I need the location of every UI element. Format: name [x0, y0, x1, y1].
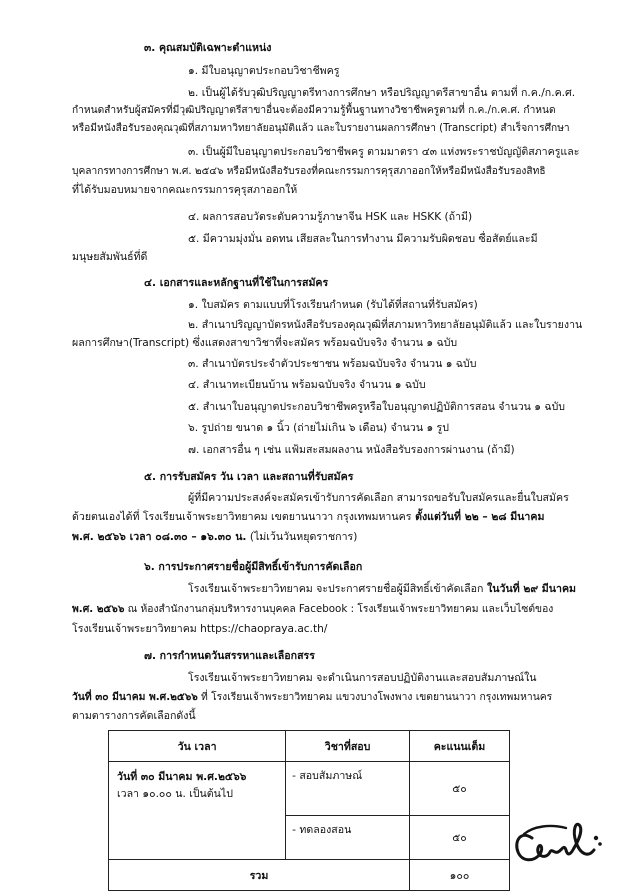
s3-item-4: ๔. ผลการสอบวัดระดับความรู้ภาษาจีน HSK และ HSKK (ถ้ามี): [188, 211, 473, 223]
s7-para-3: ตามตารางการคัดเลือกดังนี้: [72, 710, 196, 722]
s7-para-1: โรงเรียนเจ้าพระยาวิทยาคม จะดำเนินการสอบปฏิบัติงานและสอบสัมภาษณ์ใน: [188, 672, 537, 684]
s7-para-2-text: ที่ โรงเรียนเจ้าพระยาวิทยาคม แขวงบางโพงพาง เขตยานนาวา กรุงเทพมหานคร: [197, 691, 553, 703]
s6-para-1: [188, 582, 576, 596]
section-4-heading: ๔. เอกสารและหลักฐานที่ใช้ในการสมัคร: [144, 277, 329, 289]
score-cell-2: ๕๐: [410, 816, 510, 860]
s5-para-2-text: ด้วยตนเองได้ที่ โรงเรียนเจ้าพระยาวิทยาคม เขตยานนาวา กรุงเทพมหานคร: [72, 511, 412, 523]
section-6-heading: ๖. การประกาศรายชื่อผู้มีสิทธิ์เข้ารับการคัดเลือก: [144, 561, 363, 573]
s5-para-2: [72, 510, 544, 524]
total-label-cell: รวม: [109, 860, 410, 891]
s5-para-1: ผู้ที่มีความประสงค์จะสมัครเข้ารับการคัดเลือก สามารถขอรับใบสมัครและยื่นใบสมัคร: [188, 492, 569, 504]
s7-para-2: [72, 690, 552, 704]
s4-item-5: ๕. สำเนาใบอนุญาตประกอบวิชาชีพครูหรือใบอนุญาตปฏิบัติการสอน จำนวน ๑ ฉบับ: [188, 401, 566, 413]
table-total-row: [109, 860, 510, 891]
s7-date: วันที่ ๓๐ มีนาคม พ.ศ.๒๕๖๖: [72, 691, 198, 703]
s5-date-range: ตั้งแต่วันที่ ๒๒ – ๒๘ มีนาคม: [411, 511, 545, 523]
s6-year: พ.ศ. ๒๕๖๖: [72, 603, 125, 615]
s3-item-2b: กำหนดสำหรับผู้สมัครที่มีวุฒิปริญญาตรีสาขาอื่นจะต้องมีความรู้พื้นฐานทางวิชาชีพครูตามที่ ก.ค./ก.ค.ศ. กำหนด: [72, 105, 556, 116]
s6-para-2: [72, 602, 553, 616]
header-subject: วิชาที่สอบ: [286, 731, 410, 762]
s3-item-2a: ๒. เป็นผู้ได้รับวุฒิปริญญาตรีทางการศึกษา หรือปริญญาตรีสาขาอื่น ตามที่ ก.ค./ก.ค.ศ.: [188, 87, 576, 99]
section-3-heading: ๓. คุณสมบัติเฉพาะตำแหน่ง: [144, 42, 272, 54]
s4-item-6: ๖. รูปถ่าย ขนาด ๑ นิ้ว (ถ่ายไม่เกิน ๖ เดือน) จำนวน ๑ รูป: [188, 422, 449, 434]
s5-para-3: [72, 530, 357, 544]
section-7-heading: ๗. การกำหนดวันสรรหาและเลือกสรร: [144, 650, 315, 662]
subject-cell-2: - ทดลองสอน: [286, 816, 410, 860]
schedule-table: [108, 730, 510, 891]
score-cell-1: ๕๐: [410, 762, 510, 816]
s5-para-3-text: (ไม่เว้นวันหยุดราชการ): [246, 531, 358, 543]
signature-icon: [510, 808, 610, 878]
total-score-cell: ๑๐๐: [410, 860, 510, 891]
s3-item-3a: ๓. เป็นผู้มีใบอนุญาตประกอบวิชาชีพครู ตามมาตรา ๔๓ แห่งพระราชบัญญัติสภาครูและ: [188, 146, 580, 158]
s4-item-4: ๔. สำเนาทะเบียนบ้าน พร้อมฉบับจริง จำนวน ๑ ฉบับ: [188, 379, 426, 391]
s6-para-1-text: โรงเรียนเจ้าพระยาวิทยาคม จะประกาศรายชื่อผู้มีสิทธิ์เข้าคัดเลือก: [188, 583, 484, 595]
s4-item-3: ๓. สำเนาบัตรประจำตัวประชาชน พร้อมฉบับจริง จำนวน ๑ ฉบับ: [188, 358, 477, 370]
s4-item-1: ๑. ใบสมัคร ตามแบบที่โรงเรียนกำหนด (รับได้ที่สถานที่รับสมัคร): [188, 299, 478, 311]
s6-para-3: โรงเรียนเจ้าพระยาวิทยาคม https://chaopraya.ac.th/: [72, 623, 328, 635]
s4-item-2b: ผลการศึกษา(Transcript) ซึ่งแสดงสาขาวิชาที่จะสมัคร พร้อมฉบับจริง จำนวน ๑ ฉบับ: [72, 337, 458, 349]
s4-item-7: ๗. เอกสารอื่น ๆ เช่น แฟ้มสะสมผลงาน หนังสือรับรองการผ่านงาน (ถ้ามี): [188, 444, 515, 456]
s3-item-3b: บุคลากรทางการศึกษา พ.ศ. ๒๕๔๖ หรือมีหนังสือรับรองที่คณะกรรมการคุรุสภาออกให้หรือมีหนังสือรับรองสิทธิ: [72, 166, 546, 177]
s3-item-3c: ที่ได้รับมอบหมายจากคณะกรรมการคุรุสภาออกให้: [72, 184, 298, 196]
exam-date: วันที่ ๓๐ มีนาคม พ.ศ.๒๕๖๖: [117, 771, 247, 783]
header-datetime: วัน เวลา: [109, 731, 286, 762]
s3-item-1: ๑. มีใบอนุญาตประกอบวิชาชีพครู: [188, 65, 340, 77]
table-row: [109, 762, 510, 816]
s6-para-2-text: ณ ห้องสำนักงานกลุ่มบริหารงานบุคคล Facebook : โรงเรียนเจ้าพระยาวิทยาคม และเว็บไซต์ของ: [124, 603, 554, 615]
exam-time: เวลา ๑๐.๐๐ น. เป็นต้นไป: [117, 788, 233, 800]
s3-item-5a: ๕. มีความมุ่งมั่น อดทน เสียสละในการทำงาน มีความรับผิดชอบ ซื่อสัตย์และมี: [188, 233, 538, 245]
section-5-heading: ๕. การรับสมัคร วัน เวลา และสถานที่รับสมัคร: [144, 471, 354, 483]
date-cell: [109, 762, 286, 860]
s6-date: ในวันที่ ๒๙ มีนาคม: [483, 583, 577, 595]
s3-item-2c: หรือมีหนังสือรับรองคุณวุฒิที่สภามหาวิทยาลัยอนุมัติแล้ว และใบรายงานผลการศึกษา (Transcript) สำเร็จการศึกษา: [72, 123, 570, 134]
s4-item-2a: ๒. สำเนาปริญญาบัตรหนังสือรับรองคุณวุฒิที่สภามหาวิทยาลัยอนุมัติแล้ว และใบรายงาน: [188, 319, 583, 331]
subject-cell-1: - สอบสัมภาษณ์: [286, 762, 410, 816]
header-full-score: คะแนนเต็ม: [410, 731, 510, 762]
s3-item-5b: มนุษยสัมพันธ์ที่ดี: [72, 251, 148, 263]
s5-time: พ.ศ. ๒๕๖๖ เวลา ๐๘.๓๐ – ๑๖.๓๐ น.: [72, 531, 247, 543]
table-header-row: [109, 731, 510, 762]
